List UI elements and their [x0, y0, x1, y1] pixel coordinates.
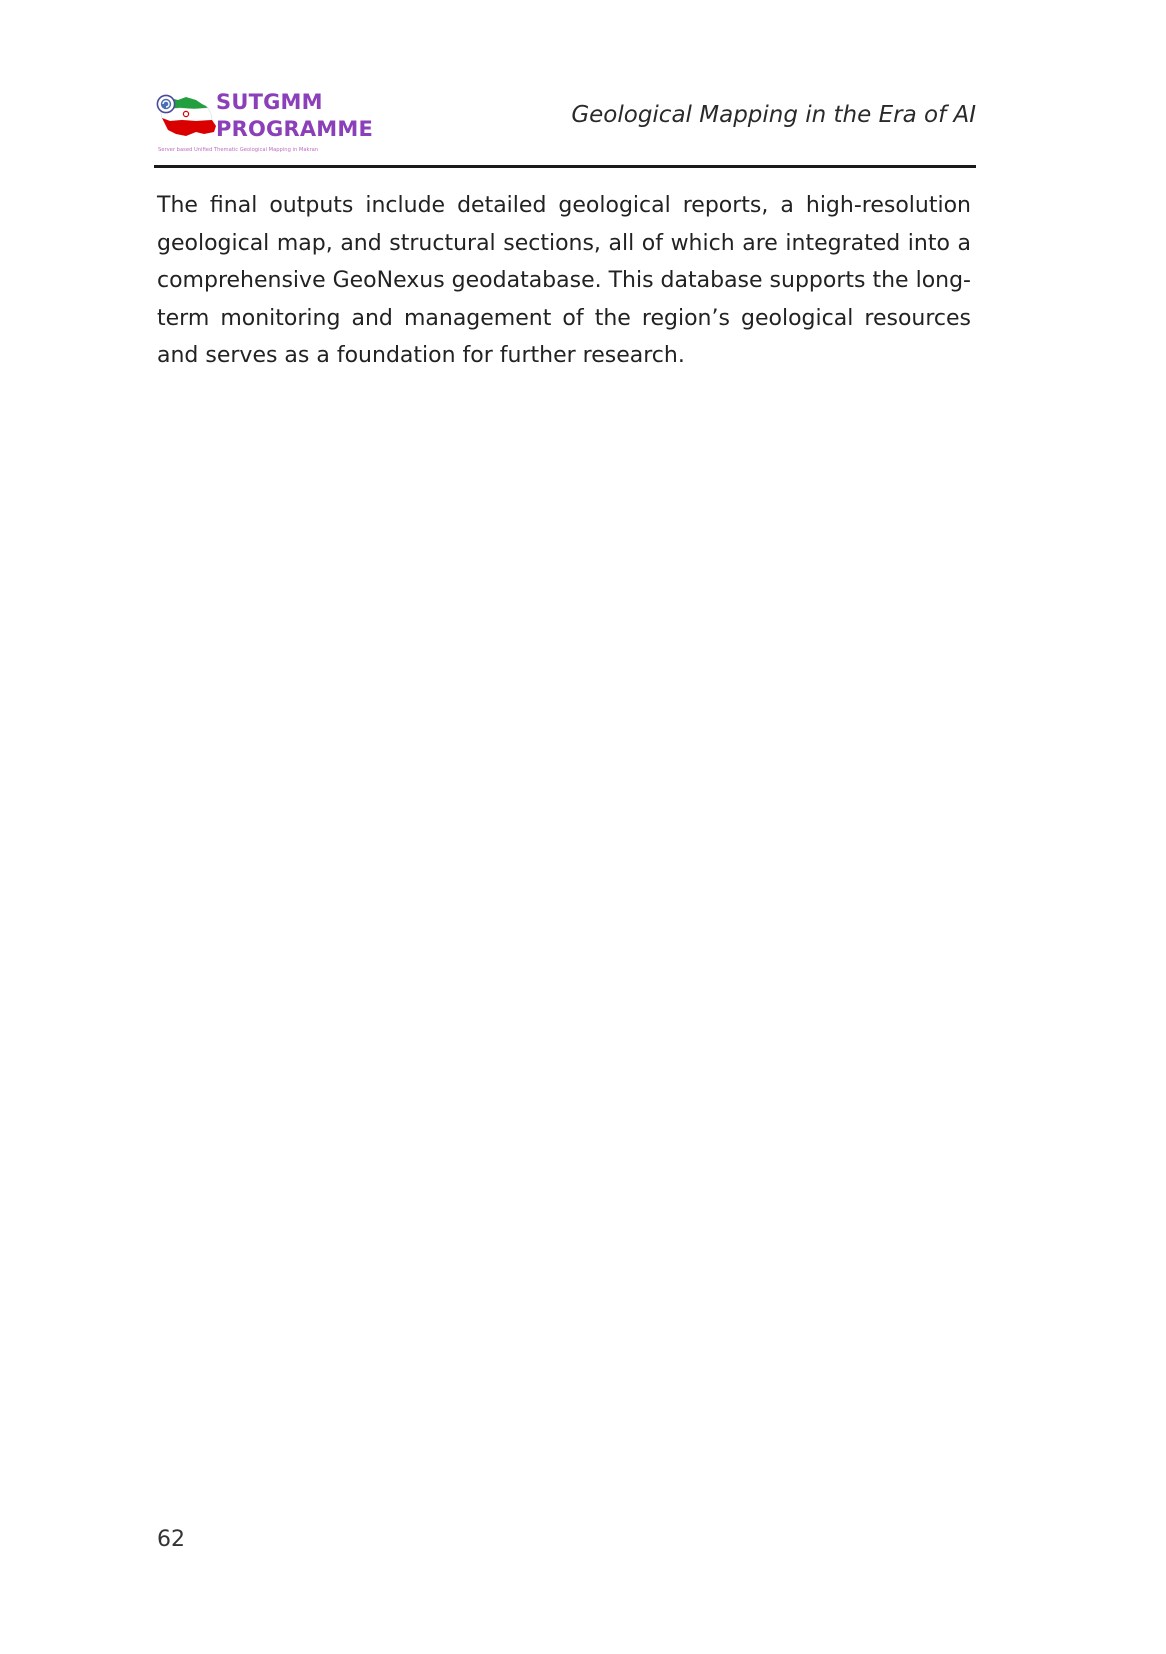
sutgmm-logo	[156, 84, 376, 162]
circular-emblem-icon	[156, 94, 176, 114]
page-number: 62	[157, 1527, 185, 1552]
header-divider	[154, 165, 976, 168]
logo-title-line2: PROGRAMME	[216, 117, 374, 141]
logo-tagline: Server based Unified Thematic Geological Mapping in Makran	[158, 147, 319, 153]
logo-title-line1: SUTGMM	[216, 90, 323, 114]
page-header	[156, 78, 976, 166]
running-title: Geological Mapping in the Era of AI	[571, 102, 976, 128]
body-paragraph: The final outputs include detailed geological reports, a high-resolution geological map, and structural sections, all of which are integrated into a comprehensive GeoNexus geodatabase. This database supports the long-term monitoring and management of the region’s geological resources and serves as a foundation for further research.	[157, 193, 971, 368]
